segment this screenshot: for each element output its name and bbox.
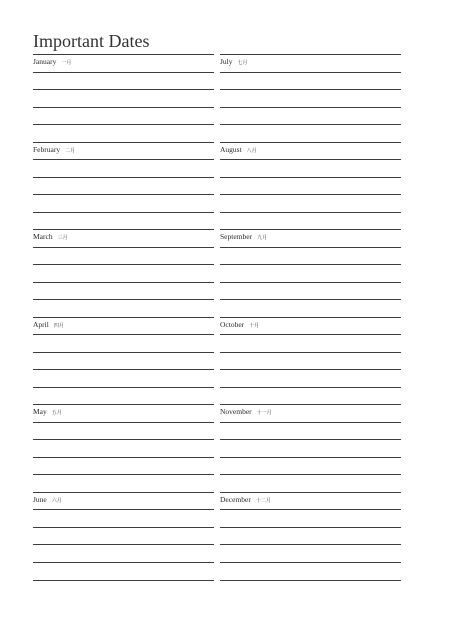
month-header-rule: [220, 229, 401, 230]
month-label: [33, 320, 64, 331]
month-name: October: [220, 319, 245, 329]
writing-line: [33, 107, 214, 108]
month-section-april: [33, 317, 214, 405]
writing-line: [33, 457, 214, 458]
month-header-rule: [220, 54, 401, 55]
writing-line: [220, 387, 401, 388]
writing-line: [220, 544, 401, 545]
month-label: [33, 145, 75, 156]
month-name: May: [33, 407, 47, 417]
month-label: [220, 145, 257, 156]
month-name: December: [220, 494, 251, 504]
month-name-cjk: 五月: [51, 410, 62, 417]
writing-line: [33, 509, 214, 510]
writing-line: [33, 562, 214, 563]
month-name-cjk: 十一月: [256, 410, 272, 417]
month-name-cjk: 四月: [53, 322, 64, 329]
month-name-cjk: 一月: [61, 60, 72, 66]
writing-line: [33, 527, 214, 528]
writing-line: [220, 89, 401, 90]
month-section-october: [220, 317, 401, 405]
month-section-january: [33, 54, 214, 142]
month-label: [33, 495, 62, 506]
writing-line: [220, 177, 401, 178]
writing-line: [220, 457, 401, 458]
month-section-december: [220, 492, 401, 580]
writing-line: [220, 439, 401, 440]
page-title: Important Dates: [33, 31, 150, 51]
month-name: January: [33, 57, 57, 66]
month-header-rule: [33, 404, 214, 405]
writing-line: [33, 422, 214, 423]
month-name-cjk: 八月: [246, 147, 257, 154]
month-name-cjk: 六月: [51, 497, 62, 504]
month-name: August: [220, 144, 242, 154]
writing-line: [33, 89, 214, 90]
writing-line: [220, 282, 401, 283]
month-section-june: [33, 492, 214, 580]
month-header-rule: [220, 404, 401, 405]
writing-line: [33, 282, 214, 283]
writing-line: [220, 474, 401, 475]
writing-line: [220, 334, 401, 335]
writing-line: [33, 177, 214, 178]
month-label: [220, 407, 272, 418]
writing-line: [220, 422, 401, 423]
month-name: March: [33, 232, 53, 242]
month-header-rule: [33, 492, 214, 493]
month-name-cjk: 二月: [65, 147, 76, 154]
right-column: [220, 54, 401, 581]
month-header-rule: [33, 54, 214, 55]
month-section-february: [33, 142, 214, 230]
month-header-rule: [220, 317, 401, 318]
month-label: [220, 232, 267, 243]
month-header-rule: [33, 229, 214, 230]
writing-line: [220, 107, 401, 108]
month-section-august: [220, 142, 401, 230]
writing-line: [220, 159, 401, 160]
month-name: June: [33, 494, 47, 504]
month-section-september: [220, 229, 401, 317]
writing-line: [220, 352, 401, 353]
closing-rule-wrap: [33, 580, 214, 581]
month-label: [220, 320, 259, 331]
writing-line: [33, 334, 214, 335]
closing-rule: [220, 580, 401, 581]
month-label: [33, 57, 71, 68]
writing-line: [220, 212, 401, 213]
writing-line: [33, 247, 214, 248]
month-name-cjk: 十月: [249, 322, 260, 329]
writing-line: [33, 212, 214, 213]
writing-line: [33, 264, 214, 265]
month-name: February: [33, 144, 61, 154]
month-header-rule: [33, 317, 214, 318]
writing-line: [220, 509, 401, 510]
month-section-november: [220, 404, 401, 492]
writing-line: [33, 474, 214, 475]
writing-line: [220, 264, 401, 265]
month-section-july: [220, 54, 401, 142]
writing-line: [220, 72, 401, 73]
month-label: [33, 232, 68, 243]
month-name-cjk: 三月: [57, 235, 68, 242]
month-name: July: [220, 57, 233, 66]
writing-line: [33, 544, 214, 545]
writing-line: [33, 124, 214, 125]
month-header-rule: [220, 142, 401, 143]
month-header-rule: [33, 142, 214, 143]
month-header-rule: [220, 492, 401, 493]
writing-line: [33, 194, 214, 195]
writing-line: [220, 194, 401, 195]
writing-line: [220, 369, 401, 370]
month-name-cjk: 九月: [257, 235, 268, 242]
month-label: [33, 407, 62, 418]
closing-rule-wrap: [220, 580, 401, 581]
month-name: April: [33, 319, 49, 329]
month-label: [220, 57, 248, 68]
writing-line: [220, 247, 401, 248]
writing-line: [33, 299, 214, 300]
writing-line: [33, 439, 214, 440]
month-section-march: [33, 229, 214, 317]
writing-line: [220, 124, 401, 125]
month-label: [220, 495, 271, 506]
writing-line: [33, 159, 214, 160]
month-name: September: [220, 232, 253, 242]
writing-line: [33, 72, 214, 73]
writing-line: [220, 299, 401, 300]
month-name-cjk: 十二月: [255, 497, 271, 504]
writing-line: [220, 562, 401, 563]
month-name-cjk: 七月: [237, 60, 248, 66]
left-column: [33, 54, 214, 581]
writing-line: [33, 387, 214, 388]
closing-rule: [33, 580, 214, 581]
writing-line: [33, 369, 214, 370]
month-name: November: [220, 407, 252, 417]
writing-line: [33, 352, 214, 353]
writing-line: [220, 527, 401, 528]
month-section-may: [33, 404, 214, 492]
